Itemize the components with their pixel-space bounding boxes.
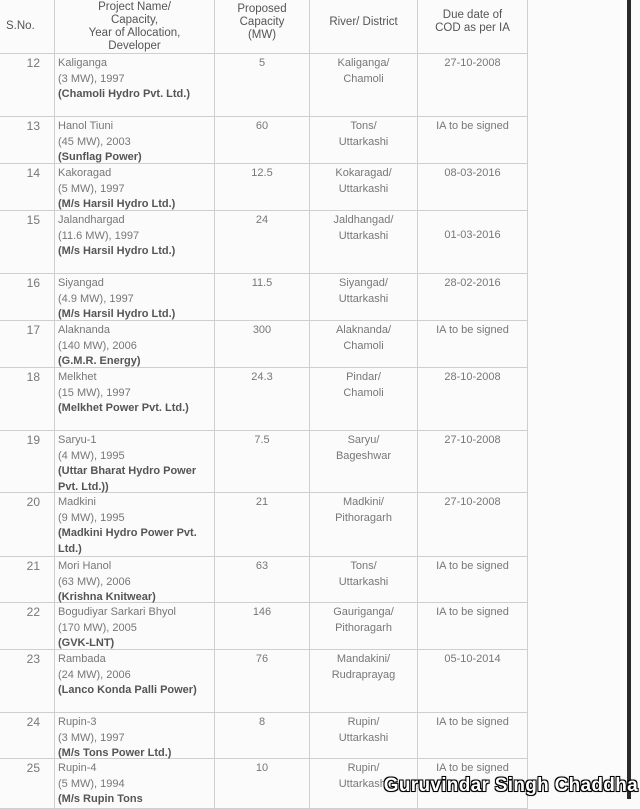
river-district: [310, 493, 418, 556]
capacity-year: (140 MW), 2006: [58, 339, 137, 352]
sno: 25: [0, 759, 55, 808]
river-district: [310, 368, 418, 430]
sno: 16: [0, 274, 55, 320]
river-district: [310, 650, 418, 712]
project-name: Bogudiyar Sarkari Bhyol: [58, 606, 177, 618]
district: Chamoli: [343, 339, 384, 352]
capacity-year: (170 MW), 2005: [58, 621, 137, 634]
sno: 19: [0, 431, 55, 492]
developer: (G.M.R. Energy): [58, 355, 141, 367]
capacity-year: (4 MW), 1995: [58, 449, 125, 462]
due-date: IA to be signed: [418, 603, 528, 649]
river: Kaliganga/: [337, 57, 390, 69]
river-district: [310, 54, 418, 116]
table-row: [0, 211, 528, 274]
river-district: [310, 713, 418, 758]
due-date: IA to be signed: [418, 557, 528, 602]
table-row: [0, 164, 528, 211]
district: Uttarkashi: [338, 292, 389, 305]
project-name: Hanol Tiuni: [58, 120, 114, 132]
table-row: [0, 321, 528, 368]
project-cell: [55, 117, 215, 163]
developer: (Melkhet Power Pvt. Ltd.): [58, 402, 189, 414]
proposed-capacity: 146: [215, 603, 310, 649]
proposed-capacity: 60: [215, 117, 310, 163]
river: Tons/: [350, 120, 377, 132]
header-capacity: [215, 0, 310, 53]
project-cell: [55, 557, 215, 602]
river: Gauriganga/: [333, 606, 394, 618]
due-date: 01-03-2016: [418, 211, 528, 273]
due-date: IA to be signed: [418, 759, 528, 808]
project-name: Rupin-3: [58, 716, 97, 728]
sno: 14: [0, 164, 55, 210]
project-name: Melkhet: [58, 371, 97, 383]
sno: 20: [0, 493, 55, 556]
header-line: (MW): [247, 29, 277, 41]
sno: 12: [0, 54, 55, 116]
district: Chamoli: [343, 386, 384, 399]
capacity-year: (63 MW), 2006: [58, 575, 131, 588]
project-cell: [55, 368, 215, 430]
table-row: [0, 54, 528, 117]
river: Saryu/: [347, 434, 380, 446]
table-row: [0, 603, 528, 650]
capacity-year: (3 MW), 1997: [58, 731, 125, 744]
capacity-year: (5 MW), 1994: [58, 777, 125, 790]
due-date: IA to be signed: [418, 117, 528, 163]
sno: 18: [0, 368, 55, 430]
developer: (M/s Rupin Tons: [58, 793, 143, 805]
proposed-capacity: 7.5: [215, 431, 310, 492]
river: Rupin/: [347, 716, 380, 728]
district: Bageshwar: [335, 449, 392, 462]
developer: (Chamoli Hydro Pvt. Ltd.): [58, 88, 190, 100]
project-name: Jalandhargad: [58, 214, 125, 226]
river: Alaknanda/: [335, 324, 392, 336]
river-district: [310, 557, 418, 602]
due-date: 27-10-2008: [418, 493, 528, 556]
project-cell: [55, 211, 215, 273]
header-line: Capacity,: [110, 14, 159, 26]
header-line: Proposed: [237, 3, 287, 15]
project-name: Madkini: [58, 496, 96, 508]
developer: (Lanco Konda Palli Power): [58, 684, 197, 696]
header-line: COD as per IA: [435, 22, 510, 34]
developer: (Uttar Bharat Hydro Power Pvt. Ltd.)): [58, 465, 197, 493]
river-district: [310, 164, 418, 210]
district: Uttarkashi: [338, 575, 389, 588]
river: Madkini/: [343, 496, 384, 508]
project-cell: [55, 431, 215, 492]
project-cell: [55, 274, 215, 320]
sno: 24: [0, 713, 55, 758]
river: Pindar/: [346, 371, 381, 383]
river: Siyangad/: [339, 277, 388, 289]
district: Chamoli: [343, 72, 384, 85]
district: Uttarkashi: [338, 182, 389, 195]
proposed-capacity: 5: [215, 54, 310, 116]
river-district: [310, 211, 418, 273]
sno: 23: [0, 650, 55, 712]
table-row: [0, 274, 528, 321]
district: Pithoragarh: [335, 621, 392, 634]
header-line: Due date of: [442, 9, 503, 21]
table-row: [0, 368, 528, 431]
river-district: [310, 274, 418, 320]
river: Mandakini/: [336, 653, 391, 665]
table-row: [0, 650, 528, 713]
due-date: IA to be signed: [418, 713, 528, 758]
developer: (M/s Harsil Hydro Ltd.): [58, 245, 176, 257]
project-cell: [55, 713, 215, 758]
capacity-year: (4.9 MW), 1997: [58, 292, 134, 305]
header-line: Project Name/: [98, 1, 171, 13]
proposed-capacity: 76: [215, 650, 310, 712]
sno: 21: [0, 557, 55, 602]
river-district: [310, 603, 418, 649]
proposed-capacity: 63: [215, 557, 310, 602]
table-body: [0, 54, 528, 809]
project-cell: [55, 603, 215, 649]
developer: (Sunflag Power): [58, 151, 142, 163]
header-line: Year of Allocation,: [88, 27, 181, 39]
due-date: 28-02-2016: [418, 274, 528, 320]
district: Uttarkashi: [338, 135, 389, 148]
project-name: Mori Hanol: [58, 560, 112, 572]
project-name: Rambada: [58, 653, 106, 665]
developer: (M/s Tons Power Ltd.): [58, 747, 172, 759]
project-cell: [55, 650, 215, 712]
watermark: Guruvindar Singh Chaddha: [383, 775, 638, 796]
header-line: Developer: [108, 40, 161, 52]
river: Jaldhangad/: [333, 214, 394, 226]
river: Tons/: [350, 560, 377, 572]
project-name: Rupin-4: [58, 762, 97, 774]
district: Rudraprayag: [331, 668, 396, 681]
proposed-capacity: 11.5: [215, 274, 310, 320]
table-row: [0, 557, 528, 603]
header-sno: S.No.: [0, 0, 55, 53]
due-date: 28-10-2008: [418, 368, 528, 430]
due-date: 05-10-2014: [418, 650, 528, 712]
district: Uttarkashi: [338, 731, 389, 744]
proposed-capacity: 10: [215, 759, 310, 808]
header-due: [418, 0, 528, 53]
sno: 17: [0, 321, 55, 367]
project-name: Alaknanda: [58, 324, 110, 336]
developer: (GVK-LNT): [58, 637, 115, 649]
table-header: [0, 0, 528, 54]
river: Kokaragad/: [335, 167, 392, 179]
sno: 15: [0, 211, 55, 273]
river-district: [310, 117, 418, 163]
district: Pithoragarh: [335, 511, 392, 524]
due-date: IA to be signed: [418, 321, 528, 367]
capacity-year: (11.6 MW), 1997: [58, 229, 140, 242]
table-row: [0, 713, 528, 759]
developer: (M/s Harsil Hydro Ltd.): [58, 308, 176, 320]
header-project: [55, 0, 215, 53]
capacity-year: (9 MW), 1995: [58, 511, 125, 524]
due-date: 27-10-2008: [418, 431, 528, 492]
developer: (Krishna Knitwear): [58, 591, 156, 603]
proposed-capacity: 24.3: [215, 368, 310, 430]
project-name: Kakoragad: [58, 167, 112, 179]
page-edge: [627, 0, 631, 799]
proposed-capacity: 12.5: [215, 164, 310, 210]
river-district: [310, 321, 418, 367]
river: Rupin/: [347, 762, 380, 774]
project-cell: [55, 493, 215, 556]
capacity-year: (3 MW), 1997: [58, 72, 125, 85]
table-row: [0, 117, 528, 164]
developer: (Madkini Hydro Power Pvt. Ltd.): [58, 527, 197, 555]
developer: (M/s Harsil Hydro Ltd.): [58, 198, 176, 210]
district: Uttarkashi: [338, 777, 389, 790]
due-date: 27-10-2008: [418, 54, 528, 116]
river-district: [310, 431, 418, 492]
district: Uttarkashi: [338, 229, 389, 242]
project-name: Kaliganga: [58, 57, 107, 69]
header-river: River/ District: [310, 0, 418, 53]
sno: 22: [0, 603, 55, 649]
proposed-capacity: 24: [215, 211, 310, 273]
table-row: [0, 493, 528, 557]
capacity-year: (24 MW), 2006: [58, 668, 131, 681]
table-row: [0, 431, 528, 493]
sno: 13: [0, 117, 55, 163]
project-cell: [55, 164, 215, 210]
header-line: Capacity: [239, 16, 285, 28]
project-cell: [55, 54, 215, 116]
project-cell: [55, 321, 215, 367]
project-cell: [55, 759, 215, 808]
project-name: Saryu-1: [58, 434, 97, 446]
proposed-capacity: 21: [215, 493, 310, 556]
capacity-year: (5 MW), 1997: [58, 182, 125, 195]
proposed-capacity: 8: [215, 713, 310, 758]
project-name: Siyangad: [58, 277, 104, 289]
capacity-year: (15 MW), 1997: [58, 386, 131, 399]
due-date: 08-03-2016: [418, 164, 528, 210]
capacity-year: (45 MW), 2003: [58, 135, 131, 148]
proposed-capacity: 300: [215, 321, 310, 367]
